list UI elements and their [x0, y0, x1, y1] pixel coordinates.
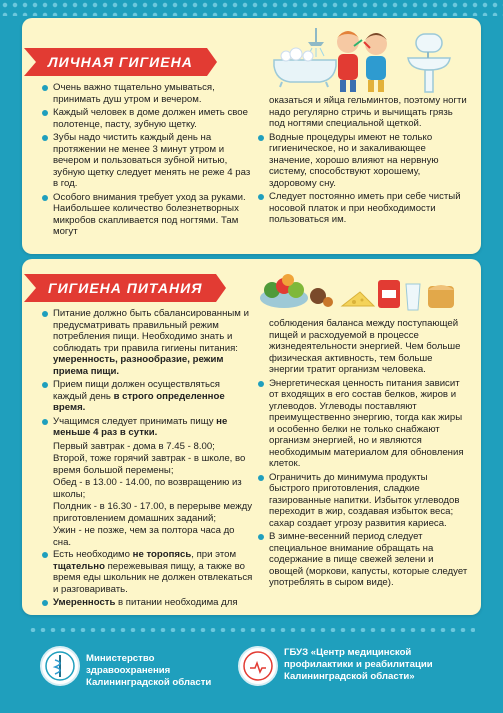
food-bullet-time: Прием пищи должен осуществляться каждый день в строго определенное время. [42, 379, 254, 414]
meal-schedule-first-breakfast: Первый завтрак - дома в 7.45 - 8.00; [53, 440, 215, 452]
food-hygiene-left-column [42, 308, 254, 611]
personal-hygiene-left-column [42, 82, 252, 240]
hygiene-bullet-hands: Особого внимания требует уход за руками. Наибольшее количество болезнетворных микробов скапливается под ногтями. Там могут [42, 192, 252, 238]
footer-divider [28, 628, 475, 632]
personal-hygiene-right-column [258, 95, 470, 228]
ministry-name: Министерство здравоохранения Калининградской области [86, 653, 212, 688]
hygiene-text-nails: оказаться и яйца гельминтов, поэтому ногти надо регулярно стричь и вычищать грязь под ногтями специальной щеткой. [269, 95, 467, 129]
food-illustration [258, 266, 458, 314]
food-bullet-fastfood: Ограничить до минимума продукты быстрого приготовления, сладкие газированные напитки. Избыток углеводов переходит в жир, создавая избыток веса; сахар создает угрозу развития кариеса. [258, 472, 470, 530]
hygiene-bullet-teeth: Зубы надо чистить каждый день на протяжении не менее 3 минут утром и вечером и пользоваться зубной нитью, зубную щетку следует менять не реже 4 раз в год. [42, 132, 252, 190]
medical-center-name: ГБУЗ «Центр медицинской профилактики и реабилитации Калининградской области» [284, 647, 433, 682]
food-bullet-frequency: Учащимся следует принимать пищу не меньше 4 раз в сутки. [42, 416, 254, 439]
meal-schedule-dinner: Ужин - не позже, чем за полтора часа до сна. [53, 525, 235, 548]
ministry-emblem-icon [40, 646, 80, 686]
food-bullet-greens: В зимне-весенний период следует специальное внимание обращать на содержание в пище свежей зелени и овощей (моркови, капусты, которые следует употреблять в сыром виде). [258, 531, 470, 589]
hygiene-bullet-washing: Очень важно тщательно умываться, принимать душ утром и вечером. [42, 82, 252, 105]
top-dot-pattern [0, 0, 503, 16]
hygiene-bullet-water: Водные процедуры имеют не только гигиеническое, но и закаливающее значение, хорошо влияют на нервную систему, способствуют хорошему, здоровому сну. [258, 132, 470, 190]
hygiene-bullet-handkerchief: Следует постоянно иметь при себе чистый носовой платок и при необходимости пользоваться им. [258, 191, 470, 226]
food-bullet-moderation: Умеренность в питании необходима для [42, 597, 254, 609]
food-hygiene-right-column [258, 318, 470, 591]
food-hygiene-title: ГИГИЕНА ПИТАНИЯ [36, 274, 216, 302]
sink-illustration [404, 32, 454, 94]
hygiene-bullet-towel: Каждый человек в доме должен иметь свое полотенце, пасту, зубную щетку. [42, 107, 252, 130]
meal-schedule-snack: Полдник - в 16.30 - 17.00, в перерыве между приготовлением домашних заданий; [53, 501, 253, 524]
food-text-balance: соблюдения баланса между поступающей пищей и расходуемой в процессе жизнедеятельности энергией. Чем больше физическая активность, тем больше энергии тратит организм человека. [269, 318, 461, 375]
personal-hygiene-title: ЛИЧНАЯ ГИГИЕНА [36, 48, 207, 76]
food-bullet-slowly: Есть необходимо не торопясь, при этом тщательно пережевывая пищу, а также во время еды школьник не должен отвлекаться и разговаривать. [42, 549, 254, 595]
meal-schedule-second-breakfast: Второй, тоже горячий завтрак - в школе, во время большой перемены; [53, 453, 246, 476]
meal-schedule-lunch: Обед - в 13.00 - 14.00, по возвращению из школы; [53, 477, 242, 500]
children-brushing-teeth-illustration [328, 26, 396, 94]
food-bullet-energy: Энергетическая ценность питания зависит от входящих в его состав белков, жиров и углеводов. Углеводы поставляют преимущественно энергию, тогда как жиры и особенно белки не только снабжают организм энергией, но и являются необходимым материалом для обновления клеток. [258, 378, 470, 470]
food-bullet-balanced: Питание должно быть сбалансированным и предусматривать правильный режим потребления пищи. Необходимо знать и соблюдать три правила гигиены питания: умеренность, разнообразие, режим приема пищи. [42, 308, 254, 377]
medical-center-logo-icon [238, 646, 278, 686]
